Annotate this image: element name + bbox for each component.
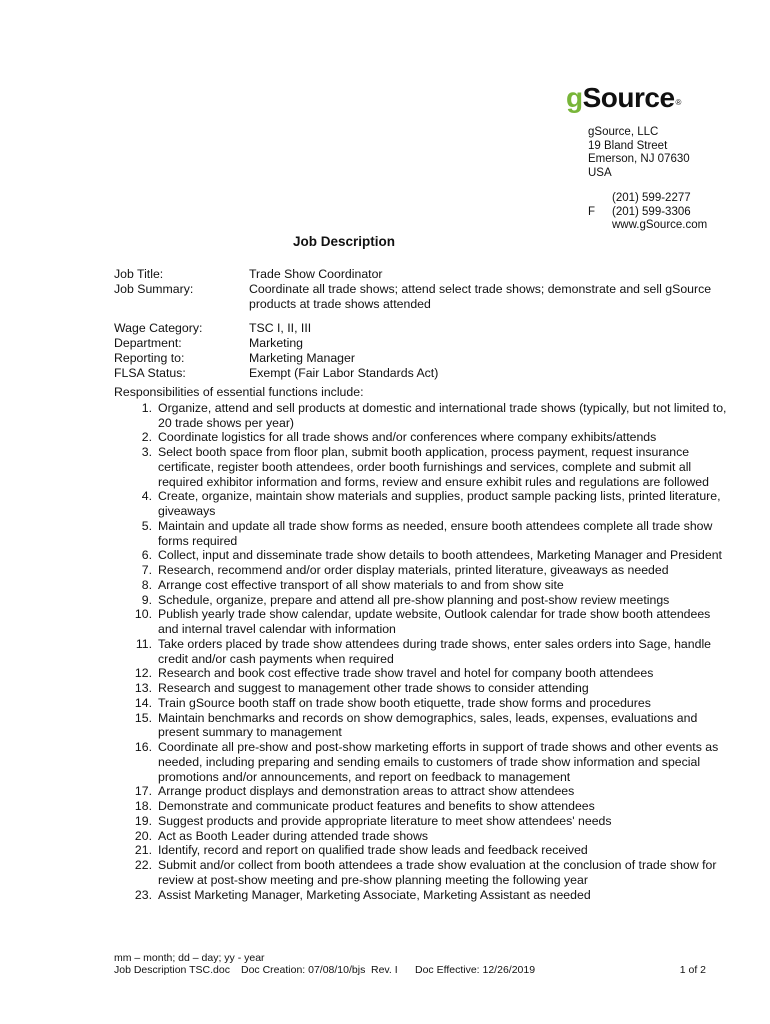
field-value: Marketing Manager [249, 351, 355, 365]
list-item [114, 666, 734, 681]
list-item-text: Arrange cost effective transport of all show materials to and from show site [158, 577, 564, 592]
field-label: Department: [114, 336, 182, 350]
list-item-number: 1. [141, 400, 152, 415]
page-title: Job Description [293, 234, 396, 249]
list-item-text: Coordinate logistics for all trade shows and/or conferences where company exhibits/attends [158, 430, 657, 445]
list-item-text: Maintain and update all trade show forms as needed, ensure booth attendees complete all trade show forms required [158, 518, 713, 548]
list-item [114, 401, 734, 431]
list-item-text: Train gSource booth staff on trade show booth etiquette, trade show forms and procedures [158, 695, 651, 710]
registered-mark: ® [675, 98, 681, 107]
responsibilities-list [114, 401, 734, 903]
list-item [114, 430, 734, 445]
field-value: Exempt (Fair Labor Standards Act) [249, 366, 439, 380]
company-phone: (201) 599-2277 [612, 192, 691, 204]
footer-revision: Rev. I [371, 964, 398, 976]
responsibilities-intro: Responsibilities of essential functions include: [114, 385, 364, 399]
list-item-text: Organize, attend and sell products at domestic and international trade shows (typically, but not limited to, 20 trade shows per year) [158, 400, 727, 430]
list-item [114, 593, 734, 608]
footer-doc-creation: Doc Creation: 07/08/10/bjs [241, 964, 366, 976]
job-fields [114, 267, 734, 381]
footer-doc-effective: Doc Effective: 12/26/2019 [415, 964, 536, 976]
list-item [114, 637, 734, 667]
field-value: TSC I, II, III [249, 321, 312, 335]
footer [114, 952, 706, 976]
field-reporting-to [114, 351, 734, 366]
list-item-number: 8. [141, 577, 152, 592]
list-item-text: Research and suggest to management other trade shows to consider attending [158, 681, 589, 695]
company-website: www.gSource.com [612, 219, 708, 231]
list-item-number: 5. [141, 518, 152, 533]
company-fax: (201) 599-3306 [612, 205, 691, 218]
list-item-text: Select booth space from floor plan, submit booth application, process payment, request insurance certificate, register booth attendees, order booth furnishings and services, complete and submit all required exhibitor information and forms, review and ensure exhibit rules and regulations are followed [158, 445, 709, 489]
footer-page-number: 1 of 2 [679, 964, 706, 976]
field-label: Job Title: [114, 267, 164, 281]
list-item [114, 563, 734, 578]
field-wage-category [114, 321, 734, 336]
list-item-text: Publish yearly trade show calendar, update website, Outlook calendar for trade show booth attendees and internal travel calendar with information [158, 607, 711, 636]
responsibilities-section [114, 385, 734, 902]
list-item [114, 829, 734, 844]
list-item-text: Demonstrate and communicate product features and benefits to show attendees [158, 799, 595, 813]
list-item-number: 4. [141, 489, 152, 504]
list-item [114, 445, 734, 489]
list-item-number: 9. [141, 592, 152, 607]
list-item [114, 799, 734, 814]
footer-date-legend: mm – month; dd – day; yy - year [114, 952, 265, 964]
logo-source: Source [582, 82, 675, 113]
list-item-text: Assist Marketing Manager, Marketing Associate, Marketing Assistant as needed [158, 887, 591, 902]
list-item [114, 489, 734, 519]
list-item-number: 12. [134, 666, 152, 681]
list-item [114, 740, 734, 784]
list-item [114, 814, 734, 829]
list-item-text: Identify, record and report on qualified trade show leads and feedback received [158, 843, 588, 858]
gsource-logo [566, 84, 681, 112]
field-label: Reporting to: [114, 351, 185, 365]
field-label: Job Summary: [114, 282, 194, 296]
fax-label: F [588, 205, 596, 218]
list-item-text: Take orders placed by trade show attendees during trade shows, enter sales orders into Sage, handle credit and/or cash payments when required [158, 636, 712, 666]
list-item-number: 11. [135, 636, 152, 651]
list-item-number: 21. [134, 843, 152, 858]
list-item [114, 519, 734, 549]
list-item-text: Research, recommend and/or order display materials, printed literature, giveaways as needed [158, 563, 669, 577]
list-item-text: Suggest products and provide appropriate literature to meet show attendees' needs [158, 813, 612, 828]
list-item-number: 14. [134, 695, 152, 710]
list-item-text: Coordinate all pre-show and post-show marketing efforts in support of trade shows and other events as needed, including preparing and sending emails to customers of trade show information and special promotions and/or announcements, and report on feedback to management [158, 740, 719, 784]
list-item [114, 711, 734, 741]
field-department [114, 336, 734, 351]
list-item-text: Maintain benchmarks and records on show demographics, sales, leads, expenses, evaluations and present summary to management [158, 710, 698, 740]
list-item-text: Act as Booth Leader during attended trade shows [158, 828, 429, 843]
list-item-number: 17. [134, 784, 152, 799]
field-label: Wage Category: [114, 321, 203, 335]
field-label: FLSA Status: [114, 366, 186, 380]
company-address [588, 126, 690, 180]
field-value: Coordinate all trade shows; attend select trade shows; demonstrate and sell gSource products at trade shows attended [249, 282, 712, 311]
list-item-text: Schedule, organize, prepare and attend all pre-show planning and post-show review meetings [158, 592, 670, 607]
field-value: Marketing [249, 336, 303, 350]
list-item-number: 22. [134, 858, 152, 872]
footer-doc-name: Job Description TSC.doc [114, 964, 230, 976]
list-item-number: 6. [141, 548, 152, 563]
list-item-text: Arrange product displays and demonstration areas to attract show attendees [158, 784, 575, 799]
list-item-text: Create, organize, maintain show materials and supplies, product sample packing lists, printed literature, giveaways [158, 489, 721, 518]
company-name: gSource, LLC [588, 126, 659, 138]
logo-g: g [566, 82, 583, 113]
list-item [114, 548, 734, 563]
list-item [114, 681, 734, 696]
company-contact [588, 192, 707, 233]
list-item-number: 20. [134, 828, 152, 843]
list-item-number: 16. [134, 740, 152, 754]
list-item [114, 888, 734, 903]
list-item-number: 15. [134, 710, 152, 725]
list-item-number: 23. [134, 887, 152, 902]
field-job-title [114, 267, 734, 282]
list-item [114, 607, 734, 637]
field-flsa-status [114, 366, 734, 381]
list-item [114, 696, 734, 711]
list-item-number: 10. [134, 607, 152, 622]
list-item-text: Submit and/or collect from booth attendees a trade show evaluation at the conclusion of trade show for review at post-show meeting and pre-show planning meeting the following year [158, 858, 717, 887]
list-item-number: 18. [134, 799, 152, 813]
list-item-number: 2. [141, 430, 152, 445]
company-street: 19 Bland Street [588, 139, 668, 152]
field-job-summary [114, 282, 734, 312]
company-city: Emerson, NJ 07630 [588, 153, 690, 165]
list-item-number: 3. [141, 445, 152, 459]
list-item-number: 19. [134, 813, 152, 828]
list-item [114, 784, 734, 799]
field-value: Trade Show Coordinator [249, 267, 383, 281]
list-item-text: Research and book cost effective trade show travel and hotel for company booth attendees [158, 666, 654, 681]
list-item [114, 578, 734, 593]
list-item-number: 7. [141, 563, 152, 577]
company-country: USA [588, 166, 612, 179]
list-item-text: Collect, input and disseminate trade show details to booth attendees, Marketing Manager and President [158, 548, 722, 563]
list-item [114, 843, 734, 858]
list-item-number: 13. [134, 681, 152, 695]
list-item [114, 858, 734, 888]
